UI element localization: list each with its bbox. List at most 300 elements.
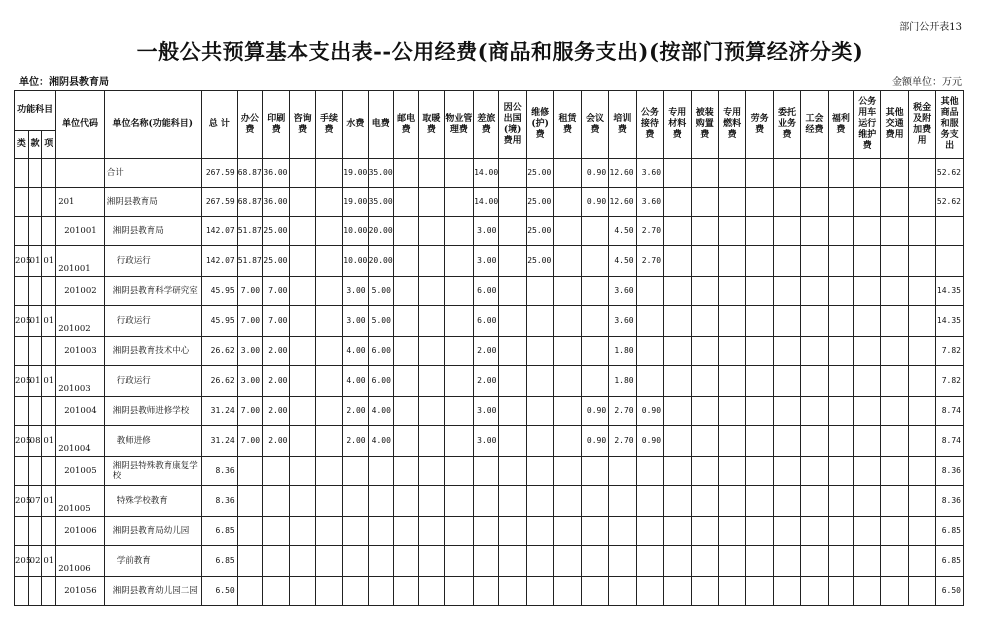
- value-cell: [554, 337, 581, 366]
- value-cell: [881, 217, 908, 246]
- unit-code-cell: 201: [56, 188, 105, 217]
- value-cell: [419, 426, 444, 457]
- xiang-cell: [42, 577, 56, 606]
- value-cell: [499, 577, 526, 606]
- table-number-label: 部门公开表13: [899, 22, 962, 33]
- value-cell: [881, 337, 908, 366]
- value-cell: [746, 217, 773, 246]
- lei-cell: 205: [15, 306, 29, 337]
- expense-col-header: 租赁费: [554, 91, 581, 159]
- value-cell: 3.00: [343, 306, 368, 337]
- value-cell: [444, 306, 474, 337]
- value-cell: [474, 577, 499, 606]
- table-row: [15, 246, 964, 277]
- value-cell: 3.60: [609, 306, 636, 337]
- value-cell: [526, 486, 553, 517]
- unit-code-header: 单位代码: [56, 91, 105, 159]
- value-cell: [581, 217, 608, 246]
- value-cell: [636, 457, 663, 486]
- value-cell: [773, 577, 800, 606]
- value-cell: 3.60: [636, 188, 663, 217]
- xiang-header: 项: [42, 131, 56, 159]
- value-cell: 3.60: [609, 277, 636, 306]
- value-cell: [474, 486, 499, 517]
- value-cell: [526, 277, 553, 306]
- value-cell: [908, 337, 935, 366]
- xiang-cell: [42, 337, 56, 366]
- value-cell: [746, 337, 773, 366]
- value-cell: [746, 577, 773, 606]
- value-cell: [290, 217, 315, 246]
- value-cell: [801, 188, 828, 217]
- value-cell: 20.00: [368, 217, 393, 246]
- value-cell: [801, 246, 828, 277]
- value-cell: [554, 457, 581, 486]
- value-cell: [368, 486, 393, 517]
- value-cell: [315, 577, 342, 606]
- value-cell: 6.85: [936, 546, 964, 577]
- value-cell: [828, 306, 853, 337]
- expense-col-header: 咨询费: [290, 91, 315, 159]
- total-cell: 8.36: [201, 486, 237, 517]
- lei-cell: [15, 577, 29, 606]
- table-row: [15, 397, 964, 426]
- kuan-cell: [28, 277, 42, 306]
- value-cell: [237, 577, 262, 606]
- value-cell: [290, 486, 315, 517]
- value-cell: [691, 426, 718, 457]
- value-cell: [609, 546, 636, 577]
- value-cell: [908, 277, 935, 306]
- value-cell: [718, 577, 745, 606]
- table-row: [15, 159, 964, 188]
- value-cell: [691, 188, 718, 217]
- total-header: 总 计: [201, 91, 237, 159]
- value-cell: [526, 397, 553, 426]
- xiang-cell: [42, 277, 56, 306]
- value-cell: [718, 546, 745, 577]
- value-cell: 7.00: [237, 306, 262, 337]
- value-cell: [343, 577, 368, 606]
- value-cell: [609, 486, 636, 517]
- value-cell: [419, 366, 444, 397]
- value-cell: [908, 486, 935, 517]
- value-cell: [315, 337, 342, 366]
- value-cell: [499, 457, 526, 486]
- value-cell: [908, 577, 935, 606]
- value-cell: 3.60: [636, 159, 663, 188]
- expense-col-header: 物业管理费: [444, 91, 474, 159]
- value-cell: 0.90: [581, 159, 608, 188]
- value-cell: [828, 337, 853, 366]
- value-cell: [908, 246, 935, 277]
- expense-col-header: 取暖费: [419, 91, 444, 159]
- value-cell: [315, 397, 342, 426]
- value-cell: 12.60: [609, 188, 636, 217]
- value-cell: [343, 546, 368, 577]
- value-cell: [854, 546, 881, 577]
- value-cell: [526, 366, 553, 397]
- value-cell: 5.00: [368, 306, 393, 337]
- value-cell: [343, 486, 368, 517]
- value-cell: 6.00: [474, 277, 499, 306]
- unit-label: 单位：湘阴县教育局: [19, 77, 109, 88]
- value-cell: [263, 546, 290, 577]
- value-cell: [474, 546, 499, 577]
- value-cell: [664, 277, 691, 306]
- value-cell: [290, 366, 315, 397]
- value-cell: [393, 337, 418, 366]
- value-cell: [554, 366, 581, 397]
- value-cell: 5.00: [368, 277, 393, 306]
- xiang-cell: 01: [42, 246, 56, 277]
- total-cell: 267.59: [201, 188, 237, 217]
- value-cell: [691, 277, 718, 306]
- value-cell: [746, 306, 773, 337]
- value-cell: [801, 426, 828, 457]
- table-row: [15, 426, 964, 457]
- lei-cell: [15, 159, 29, 188]
- value-cell: [801, 217, 828, 246]
- value-cell: [526, 426, 553, 457]
- table-row: [15, 337, 964, 366]
- value-cell: 8.74: [936, 426, 964, 457]
- value-cell: 19.00: [343, 188, 368, 217]
- value-cell: 19.00: [343, 159, 368, 188]
- expense-col-header: 税金及附加费用: [908, 91, 935, 159]
- value-cell: [854, 517, 881, 546]
- value-cell: 68.87: [237, 159, 262, 188]
- value-cell: [368, 577, 393, 606]
- value-cell: [881, 486, 908, 517]
- value-cell: [290, 246, 315, 277]
- value-cell: [393, 517, 418, 546]
- value-cell: 6.85: [936, 517, 964, 546]
- value-cell: 3.00: [237, 366, 262, 397]
- value-cell: [773, 188, 800, 217]
- value-cell: 25.00: [526, 188, 553, 217]
- expense-col-header: 其他商品和服务支出: [936, 91, 964, 159]
- value-cell: [746, 426, 773, 457]
- value-cell: [746, 486, 773, 517]
- value-cell: [636, 306, 663, 337]
- value-cell: [581, 277, 608, 306]
- value-cell: [854, 577, 881, 606]
- unit-name-cell: 湘阴县特殊教育康复学校: [104, 457, 201, 486]
- value-cell: [444, 457, 474, 486]
- value-cell: [315, 546, 342, 577]
- value-cell: [581, 486, 608, 517]
- value-cell: [773, 277, 800, 306]
- value-cell: [393, 159, 418, 188]
- unit-code-cell: 201006: [56, 517, 105, 546]
- value-cell: [526, 306, 553, 337]
- value-cell: [554, 277, 581, 306]
- table-row: [15, 486, 964, 517]
- expense-col-header: 维修(护)费: [526, 91, 553, 159]
- value-cell: [581, 246, 608, 277]
- value-cell: 4.50: [609, 217, 636, 246]
- value-cell: [419, 577, 444, 606]
- value-cell: [499, 426, 526, 457]
- xiang-cell: 01: [42, 306, 56, 337]
- value-cell: 3.00: [474, 217, 499, 246]
- expenditure-table: [14, 90, 964, 606]
- value-cell: [636, 337, 663, 366]
- value-cell: 7.00: [263, 306, 290, 337]
- value-cell: [881, 426, 908, 457]
- value-cell: [315, 457, 342, 486]
- xiang-cell: [42, 188, 56, 217]
- expense-col-header: 水费: [343, 91, 368, 159]
- value-cell: 2.00: [474, 366, 499, 397]
- value-cell: [554, 486, 581, 517]
- kuan-cell: 01: [28, 246, 42, 277]
- value-cell: [691, 486, 718, 517]
- total-cell: 6.50: [201, 577, 237, 606]
- value-cell: [691, 337, 718, 366]
- value-cell: [854, 457, 881, 486]
- value-cell: [636, 546, 663, 577]
- amount-unit-label: 金额单位：万元: [892, 77, 962, 88]
- kuan-cell: [28, 188, 42, 217]
- value-cell: [718, 366, 745, 397]
- value-cell: [664, 546, 691, 577]
- value-cell: [499, 337, 526, 366]
- value-cell: [609, 517, 636, 546]
- value-cell: [854, 188, 881, 217]
- value-cell: [881, 188, 908, 217]
- unit-code-cell: 201056: [56, 577, 105, 606]
- value-cell: 2.00: [263, 426, 290, 457]
- value-cell: 20.00: [368, 246, 393, 277]
- value-cell: [691, 246, 718, 277]
- lei-cell: [15, 337, 29, 366]
- value-cell: [828, 546, 853, 577]
- value-cell: [499, 306, 526, 337]
- value-cell: [801, 337, 828, 366]
- kuan-cell: [28, 159, 42, 188]
- value-cell: [419, 246, 444, 277]
- value-cell: [315, 426, 342, 457]
- value-cell: [554, 188, 581, 217]
- value-cell: [746, 246, 773, 277]
- value-cell: [854, 397, 881, 426]
- unit-name-cell: 湘阴县教育局: [104, 188, 201, 217]
- kuan-cell: 07: [28, 486, 42, 517]
- value-cell: 8.36: [936, 457, 964, 486]
- kuan-cell: [28, 217, 42, 246]
- value-cell: 25.00: [526, 159, 553, 188]
- value-cell: [801, 306, 828, 337]
- value-cell: [718, 217, 745, 246]
- unit-code-cell: 201005: [56, 486, 105, 517]
- unit-name-cell: 合计: [104, 159, 201, 188]
- unit-name-header: 单位名称(功能科目): [104, 91, 201, 159]
- value-cell: [854, 426, 881, 457]
- value-cell: [801, 486, 828, 517]
- value-cell: [290, 277, 315, 306]
- value-cell: 1.80: [609, 366, 636, 397]
- lei-cell: [15, 277, 29, 306]
- expense-col-header: 委托业务费: [773, 91, 800, 159]
- value-cell: 6.00: [368, 337, 393, 366]
- value-cell: [908, 366, 935, 397]
- value-cell: [554, 517, 581, 546]
- expense-col-header: 公务接待费: [636, 91, 663, 159]
- value-cell: [393, 306, 418, 337]
- value-cell: [854, 486, 881, 517]
- value-cell: 2.70: [609, 426, 636, 457]
- total-cell: 45.95: [201, 277, 237, 306]
- value-cell: [773, 546, 800, 577]
- value-cell: [263, 577, 290, 606]
- value-cell: [419, 159, 444, 188]
- expense-col-header: 因公出国(境)费用: [499, 91, 526, 159]
- kuan-cell: 02: [28, 546, 42, 577]
- value-cell: [773, 217, 800, 246]
- value-cell: 2.00: [474, 337, 499, 366]
- value-cell: [801, 277, 828, 306]
- value-cell: [290, 577, 315, 606]
- value-cell: [444, 277, 474, 306]
- value-cell: [908, 517, 935, 546]
- value-cell: [773, 486, 800, 517]
- table-row: [15, 577, 964, 606]
- value-cell: [854, 246, 881, 277]
- xiang-cell: 01: [42, 546, 56, 577]
- unit-code-cell: 201002: [56, 277, 105, 306]
- value-cell: 0.90: [581, 188, 608, 217]
- value-cell: [636, 366, 663, 397]
- value-cell: 4.00: [368, 426, 393, 457]
- value-cell: [664, 457, 691, 486]
- unit-code-cell: 201005: [56, 457, 105, 486]
- value-cell: [315, 188, 342, 217]
- value-cell: 10.00: [343, 217, 368, 246]
- value-cell: 25.00: [526, 217, 553, 246]
- xiang-cell: [42, 217, 56, 246]
- value-cell: [419, 546, 444, 577]
- value-cell: [554, 546, 581, 577]
- expense-col-header: 福利费: [828, 91, 853, 159]
- value-cell: [609, 457, 636, 486]
- lei-cell: [15, 457, 29, 486]
- value-cell: [554, 159, 581, 188]
- value-cell: [237, 517, 262, 546]
- total-cell: 26.62: [201, 337, 237, 366]
- value-cell: [290, 546, 315, 577]
- expense-col-header: 电费: [368, 91, 393, 159]
- value-cell: [581, 517, 608, 546]
- table-row: [15, 517, 964, 546]
- value-cell: [691, 366, 718, 397]
- unit-code-cell: 201001: [56, 217, 105, 246]
- value-cell: [444, 517, 474, 546]
- unit-name-cell: 湘阴县教育科学研究室: [104, 277, 201, 306]
- lei-cell: [15, 188, 29, 217]
- value-cell: [554, 217, 581, 246]
- table-row: [15, 217, 964, 246]
- value-cell: [499, 246, 526, 277]
- value-cell: [718, 159, 745, 188]
- value-cell: [393, 397, 418, 426]
- value-cell: [828, 486, 853, 517]
- value-cell: [393, 577, 418, 606]
- value-cell: 14.00: [474, 188, 499, 217]
- value-cell: [290, 426, 315, 457]
- value-cell: [908, 546, 935, 577]
- expense-col-header: 公务用车运行维护费: [854, 91, 881, 159]
- expense-col-header: 印刷费: [263, 91, 290, 159]
- value-cell: [881, 246, 908, 277]
- value-cell: [746, 397, 773, 426]
- value-cell: 3.00: [343, 277, 368, 306]
- value-cell: 8.74: [936, 397, 964, 426]
- kuan-cell: 08: [28, 426, 42, 457]
- value-cell: 8.36: [936, 486, 964, 517]
- unit-name-cell: 特殊学校教育: [104, 486, 201, 517]
- table-row: [15, 306, 964, 337]
- unit-name-cell: 湘阴县教育局幼儿园: [104, 517, 201, 546]
- value-cell: [718, 188, 745, 217]
- value-cell: [746, 188, 773, 217]
- value-cell: [237, 486, 262, 517]
- value-cell: [664, 517, 691, 546]
- value-cell: 35.00: [368, 188, 393, 217]
- value-cell: [444, 246, 474, 277]
- expense-col-header: 邮电费: [393, 91, 418, 159]
- total-cell: 45.95: [201, 306, 237, 337]
- expense-col-header: 专用材料费: [664, 91, 691, 159]
- value-cell: [773, 337, 800, 366]
- value-cell: [526, 457, 553, 486]
- value-cell: [499, 517, 526, 546]
- value-cell: [554, 397, 581, 426]
- unit-code-cell: 201002: [56, 306, 105, 337]
- value-cell: [718, 277, 745, 306]
- value-cell: [881, 306, 908, 337]
- total-cell: 31.24: [201, 397, 237, 426]
- table-row: [15, 366, 964, 397]
- value-cell: [908, 159, 935, 188]
- value-cell: [664, 188, 691, 217]
- value-cell: [554, 246, 581, 277]
- value-cell: 7.82: [936, 366, 964, 397]
- value-cell: [664, 337, 691, 366]
- value-cell: [718, 426, 745, 457]
- value-cell: [237, 546, 262, 577]
- value-cell: [393, 546, 418, 577]
- value-cell: [664, 577, 691, 606]
- value-cell: [554, 426, 581, 457]
- value-cell: [664, 306, 691, 337]
- value-cell: [718, 517, 745, 546]
- page-title: 一般公共预算基本支出表--公用经费(商品和服务支出)(按部门预算经济分类): [136, 39, 864, 64]
- value-cell: [881, 366, 908, 397]
- kuan-cell: [28, 457, 42, 486]
- value-cell: [499, 188, 526, 217]
- xiang-cell: [42, 517, 56, 546]
- value-cell: 2.70: [636, 217, 663, 246]
- value-cell: 6.50: [936, 577, 964, 606]
- expense-col-header: 办公费: [237, 91, 262, 159]
- lei-cell: [15, 217, 29, 246]
- value-cell: [419, 457, 444, 486]
- value-cell: [636, 577, 663, 606]
- value-cell: [828, 188, 853, 217]
- unit-name-cell: 行政运行: [104, 246, 201, 277]
